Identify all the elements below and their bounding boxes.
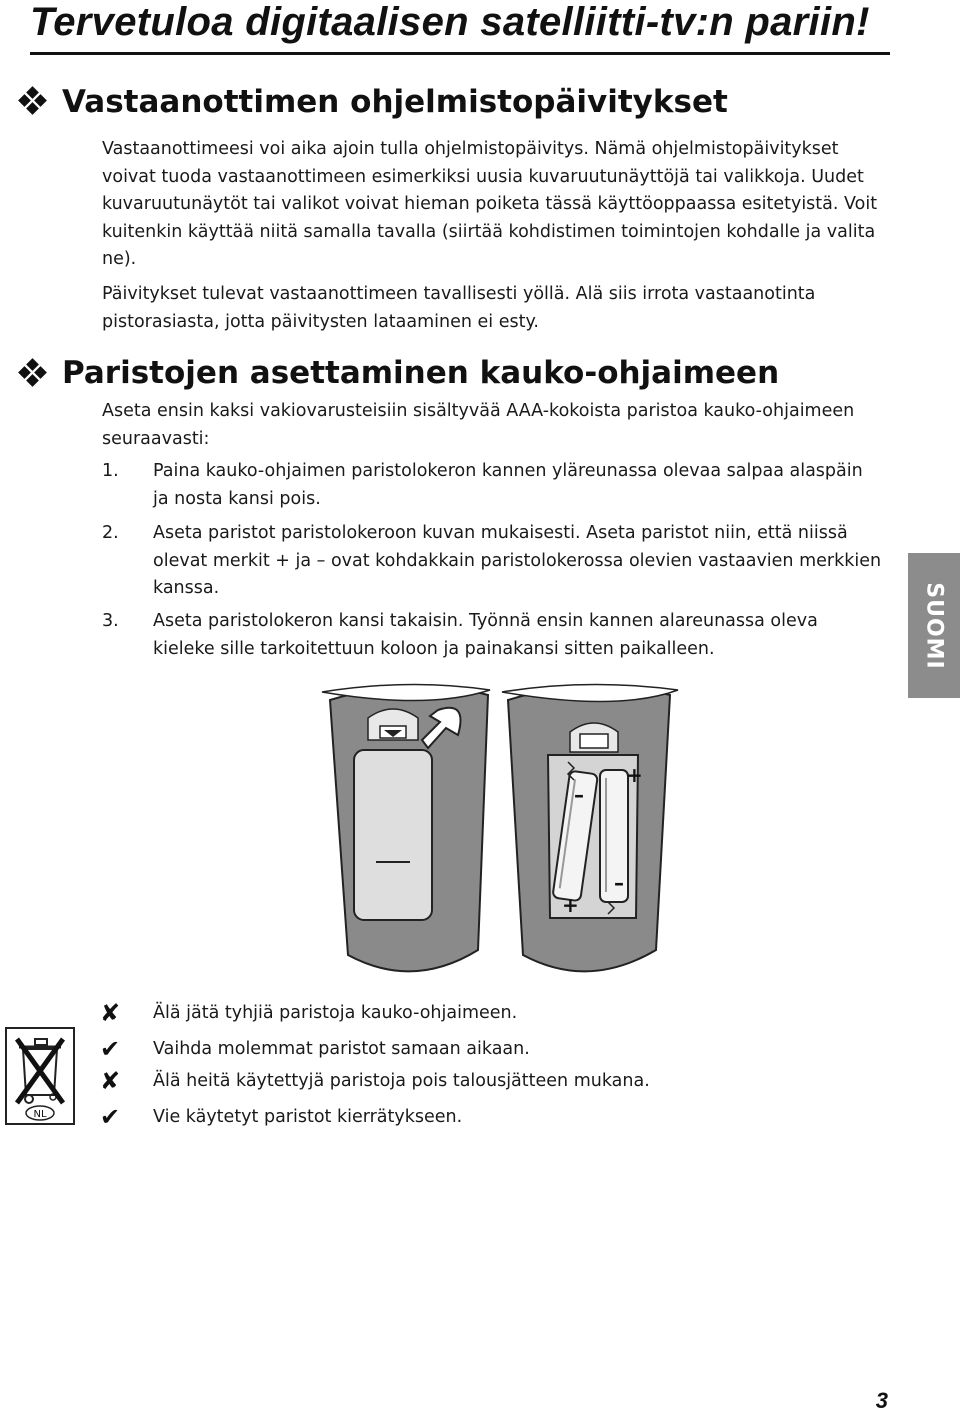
section-heading-batteries: Paristojen asettaminen kauko-ohjaimeen [62, 355, 780, 391]
language-side-tab [908, 553, 960, 698]
bullet-text: Älä heitä käytettyjä paristoja pois talousjätteen mukana. [153, 1071, 650, 1091]
section-heading-software-updates: Vastaanottimen ohjelmistopäivitykset [62, 84, 728, 120]
title-rule [30, 52, 890, 55]
step-text: Aseta paristolokeron kansi takaisin. Työnnä ensin kannen alareunassa oleva kieleke sille tarkoitettuun koloon ja painakansi sitten paikalleen. [153, 611, 818, 659]
bullet-text: Vie käytetyt paristot kierrätykseen. [153, 1107, 463, 1127]
check-mark-icon: ✔ [100, 1103, 121, 1131]
step-number: 1. [102, 461, 119, 481]
diamond-bullet-icon [20, 360, 46, 386]
remote-open-compartment [502, 684, 678, 971]
remote-closed-cover [322, 684, 490, 971]
section1-paragraph-2: Päivitykset tulevat vastaanottimeen tavallisesti yöllä. Alä siis irrota vastaanotinta pistorasiasta, jotta päivitysten lataaminen ei esty. [102, 284, 816, 332]
side-tab-label: SUOMI [921, 581, 947, 670]
battery-installation-illustration [318, 670, 682, 990]
step-number: 2. [102, 523, 119, 543]
minus-marker-top: – [574, 783, 584, 807]
crossed-out-bin-icon [5, 1027, 75, 1125]
step-text: Paina kauko-ohjaimen paristolokeron kannen yläreunassa olevaa salpaa alaspäin ja nosta kansi pois. [153, 461, 863, 509]
bullet-text: Vaihda molemmat paristot samaan aikaan. [153, 1039, 530, 1059]
diamond-bullet-icon [20, 88, 46, 114]
bin-logo-label: NL [33, 1109, 47, 1120]
page-number: 3 [875, 1388, 888, 1413]
page-title: Tervetuloa digitaalisen satelliitti-tv:n pariin! [30, 0, 870, 44]
check-mark-icon: ✔ [100, 1035, 121, 1063]
plus-marker-bottom: + [562, 893, 579, 917]
bullet-text: Älä jätä tyhjiä paristoja kauko-ohjaimeen. [153, 1003, 518, 1023]
section2-intro: Aseta ensin kaksi vakiovarusteisiin sisältyvää AAA-kokoista paristoa kauko-ohjaimeen seuraavasti: [102, 401, 855, 449]
minus-marker-mid: – [614, 871, 624, 895]
step-number: 3. [102, 611, 119, 631]
cross-mark-icon: ✘ [100, 1067, 121, 1095]
step-text: Aseta paristot paristolokeroon kuvan mukaisesti. Aseta paristot niin, että niissä olevat merkit + ja – ovat kohdakkain paristolokerossa olevien vastaavien merkkien kanssa. [153, 523, 882, 598]
plus-marker-top: + [626, 763, 643, 787]
cross-mark-icon: ✘ [100, 999, 121, 1027]
section1-paragraph-1: Vastaanottimeesi voi aika ajoin tulla ohjelmistopäivitys. Nämä ohjelmistopäivitykset voivat tuoda vastaanottimeen esimerkiksi uusia kuvaruutunäyttöjä tai valikkoja. Uudet kuvaruutunäytöt tai valikot voivat hieman poiketa tässä käyttöoppaassa esitetyistä. Voit kuitenkin käyttää niitä samalla tavalla (siirtää kohdistimen toimintojen kohdalle ja valita ne). [102, 139, 878, 269]
